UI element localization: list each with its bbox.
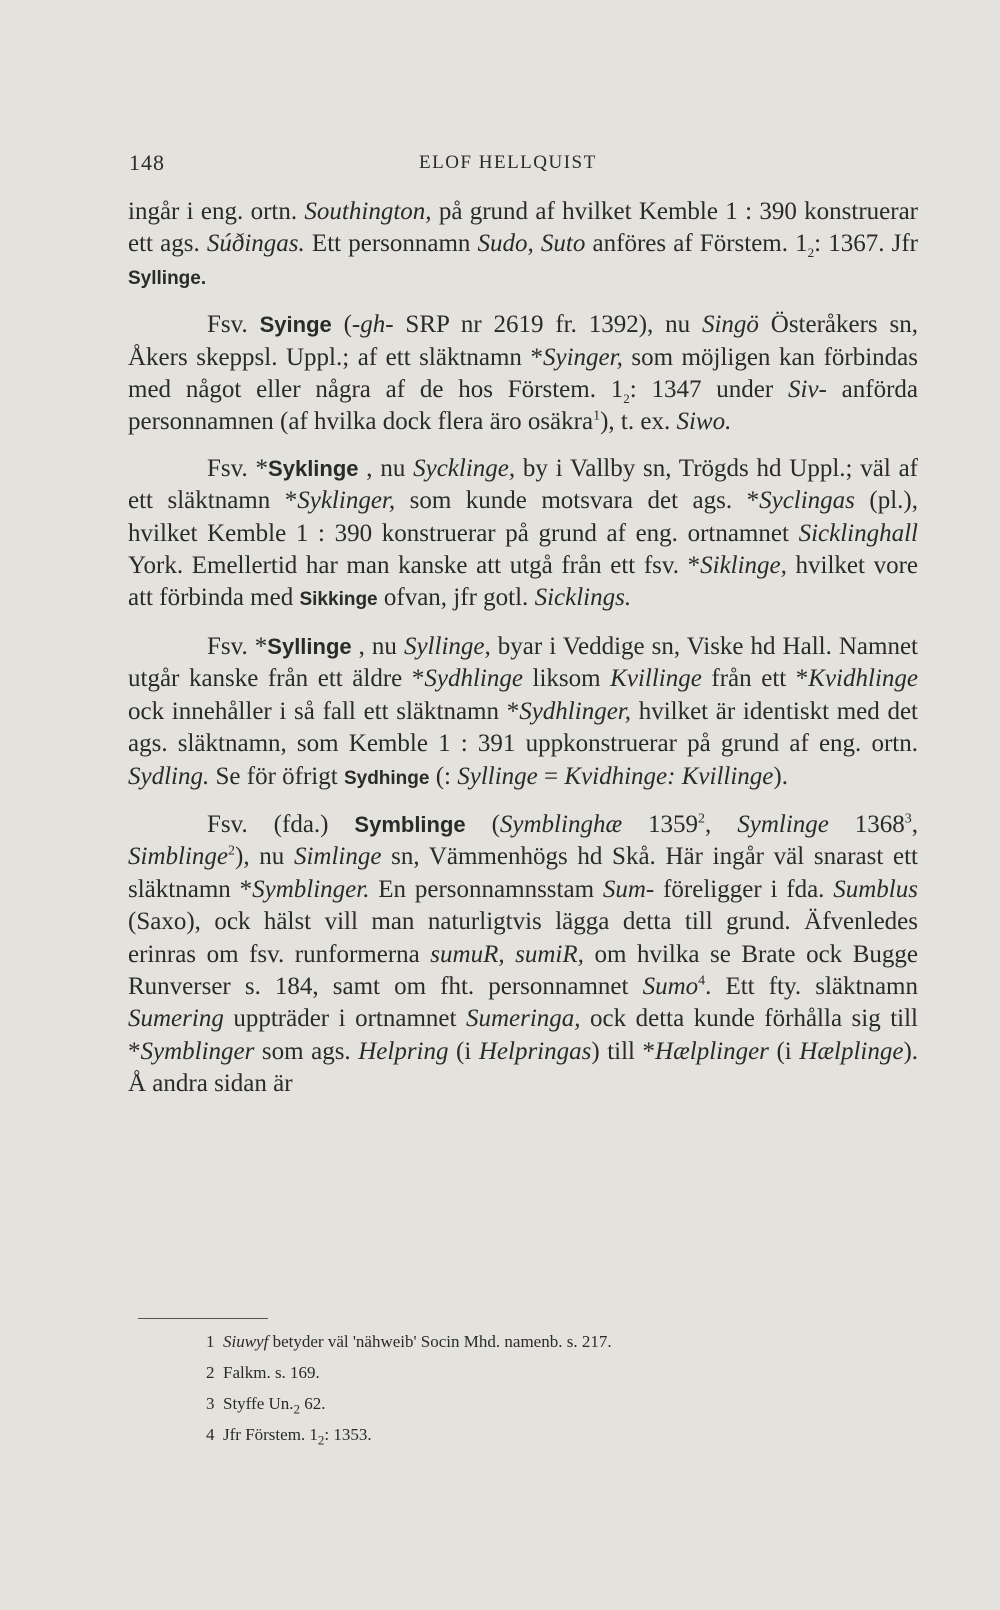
text-run: , nu (358, 454, 414, 482)
italic-term: Siuwyf (223, 1332, 269, 1351)
text-run: byar i Veddige sn, Viske hd Hall. Namnet utgår kanske från ett äldre * (128, 632, 918, 693)
italic-term: Siklinge, (700, 552, 787, 580)
footnote (206, 1388, 906, 1419)
footnote (206, 1326, 906, 1357)
italic-term: Symblinger. (252, 875, 370, 903)
text-run: Ett personnamn (304, 230, 478, 258)
text-run: Fsv. (207, 311, 260, 339)
italic-term: Siv- (788, 376, 827, 404)
italic-term: Sicklings. (534, 584, 632, 612)
text-run: hvilket vore att förbinda med (128, 552, 918, 612)
text-run: ). (773, 762, 788, 790)
italic-term: Sicklinghall (798, 519, 918, 547)
text-run: (: (429, 762, 458, 790)
headword: Syinge (259, 312, 332, 338)
headword: Symblinge (354, 811, 466, 837)
text-run: (i (768, 1037, 800, 1065)
italic-term: Sydhlinger, (519, 697, 631, 725)
text-run: ). Å andra sidan är (128, 1037, 919, 1098)
text-run: på grund af hvilket Kemble 1 : 390 konstruerar ett ags. (128, 198, 918, 258)
italic-term: Sumeringa, (465, 1005, 581, 1033)
text-run: Österåkers sn, Åkers skeppsl. Uppl.; af ett släktnamn * (128, 311, 918, 371)
italic-term: Kvidhinge: (564, 762, 676, 790)
text-run: ) till * (591, 1037, 656, 1065)
italic-term: Symlinge (737, 810, 829, 838)
italic-term: Hælplinger (655, 1037, 769, 1065)
headword: Syklinge (268, 455, 359, 481)
italic-term: Sum- (602, 875, 655, 903)
italic-term: Sumo (642, 972, 699, 1000)
text-run: föreligger i fda. (654, 875, 834, 903)
text-run: Falkm. s. 169. (223, 1363, 320, 1382)
italic-term: Sumblus (833, 875, 918, 903)
italic-term: Symblinger (140, 1037, 255, 1065)
footnote-number: 4 (206, 1425, 215, 1444)
text-run: som ags. (254, 1037, 359, 1065)
text-run: från ett * (701, 665, 809, 693)
subscript: 2 (293, 1401, 301, 1417)
paragraph (128, 809, 918, 1101)
text-run: uppträder i ortnamnet (223, 1005, 466, 1033)
text-run: : 1347 under (629, 376, 788, 404)
italic-term: Helpring (358, 1037, 449, 1065)
text-run: . Ett fty. släktnamn (705, 972, 918, 1000)
text-run: som möjligen kan förbindas med något eller några af de hos Förstem. 1 (128, 343, 918, 404)
cross-reference: Sikkinge (299, 589, 378, 611)
italic-term: Sycklinge, (413, 454, 516, 482)
text-run: = (537, 762, 565, 790)
italic-term: Sumering (128, 1005, 224, 1033)
text-run: ock detta kunde förhålla sig till * (128, 1005, 919, 1065)
italic-term: gh- (360, 311, 394, 339)
body-text (128, 196, 918, 1101)
text-run: liksom (522, 665, 611, 693)
text-run: 1368 (828, 810, 905, 838)
italic-term: Singö (701, 311, 759, 339)
text-run: Fsv. * (207, 632, 268, 660)
superscript: 4 (698, 973, 706, 989)
text-run: , nu (351, 632, 404, 660)
page-number: 148 (129, 150, 165, 175)
text-run: anföres af Förstem. 1 (585, 230, 808, 258)
text-run: om hvilka se Brate ock Bugge Runverser s. 184, samt om fht. personnamnet (128, 940, 918, 1000)
italic-term: Kvillinge (610, 665, 702, 693)
text-run: : 1353. (324, 1425, 372, 1444)
text-run: betyder väl 'nähweib' Socin Mhd. namenb. s. 217. (268, 1332, 612, 1351)
text-run: (i (448, 1037, 479, 1065)
footnote (206, 1419, 906, 1450)
text-run: by i Vallby sn, Trögds hd Uppl.; väl af ett släktnamn * (128, 454, 919, 515)
cross-reference: Syllinge. (128, 267, 207, 289)
footnote-number: 2 (206, 1363, 215, 1382)
paragraph (128, 631, 918, 795)
italic-term: Sydhlinge (424, 665, 523, 693)
superscript: 2 (698, 811, 706, 827)
italic-term: Helpringas (478, 1037, 592, 1065)
text-run: ), nu (235, 843, 294, 871)
text-run: York. Emellertid har man kanske att utgå från ett fsv. * (128, 552, 701, 580)
italic-term: Syinger, (542, 343, 623, 371)
italic-term: Syklinger, (297, 487, 396, 515)
italic-term: Sydling. (128, 762, 210, 790)
cross-reference: Sydhinge (343, 767, 430, 789)
italic-term: Kvidhlinge (808, 665, 918, 693)
italic-term: Sudo, Suto (477, 230, 586, 258)
subscript: 2 (807, 245, 815, 261)
footnote-number: 1 (206, 1332, 215, 1351)
text-run: 62. (300, 1394, 326, 1413)
italic-term: Súðingas. (206, 230, 305, 258)
italic-term: Hælplinge (799, 1037, 904, 1065)
superscript: 1 (593, 409, 601, 425)
footnote-rule (138, 1318, 268, 1319)
text-run: (- (331, 311, 361, 339)
text-run: hvilket är identiskt med det ags. släktnamn, som Kemble 1 : 391 uppkonstruerar på grund af eng. ortn. (128, 697, 918, 758)
text-run: Styffe Un. (223, 1394, 294, 1413)
subscript: 2 (623, 391, 630, 407)
italic-term: Syllinge, (403, 632, 491, 660)
text-run: ), t. ex. (600, 408, 677, 436)
subscript: 2 (317, 1432, 325, 1448)
footnote-number: 3 (206, 1394, 215, 1413)
text-run: , (911, 810, 919, 838)
text-run: sn, Vämmenhögs hd Skå. Här ingår väl snarast ett släktnamn * (128, 843, 918, 903)
italic-term: Simblinge (128, 843, 228, 871)
page-header (129, 150, 929, 180)
footnotes (206, 1326, 906, 1450)
superscript: 3 (904, 811, 912, 827)
text-run: ock innehåller i så fall ett släktnamn * (128, 697, 520, 725)
text-run: , (705, 810, 738, 838)
text-run: ofvan, jfr gotl. (377, 584, 535, 612)
footnote (206, 1357, 906, 1388)
text-run: ingår i eng. ortn. (128, 198, 305, 225)
superscript: 2 (228, 843, 235, 859)
headword: Syllinge (267, 633, 352, 659)
text-run: Se för öfrigt (209, 762, 344, 790)
italic-term: Symblinghæ (499, 810, 623, 838)
text-run: En personnamnsstam (369, 875, 603, 903)
running-head: ELOF HELLQUIST (419, 152, 597, 173)
text-run: ( (465, 810, 500, 838)
italic-term: Kvillinge (681, 762, 774, 790)
italic-term: Syclingas (759, 487, 855, 515)
italic-term: Siwo. (676, 408, 732, 436)
text-run: Fsv. * (207, 454, 269, 482)
text-run: SRP nr 2619 fr. 1392), nu (393, 311, 702, 339)
text-run: 1359 (622, 810, 699, 838)
italic-term: Syllinge (457, 762, 538, 790)
paragraph (128, 196, 918, 295)
paragraph (128, 453, 918, 617)
text-run: Jfr Förstem. 1 (223, 1425, 318, 1444)
text-run: Fsv. (fda.) (207, 810, 355, 838)
text-run: som kunde motsvara det ags. * (395, 487, 760, 515)
italic-term: sumuR, sumiR, (430, 940, 584, 968)
italic-term: Southington, (304, 198, 432, 225)
text-run: (Saxo), ock hälst vill man naturligtvis lägga detta till grund. Äfvenledes erinras om fsv. runformerna (128, 908, 918, 968)
text-run: anförda personnamnen (af hvilka dock flera äro osäkra (128, 376, 919, 436)
text-run: (pl.), hvilket Kemble 1 : 390 konstruerar på grund af eng. ortnamnet (128, 487, 919, 547)
text-run: : 1367. Jfr (814, 230, 918, 258)
italic-term: Simlinge (293, 843, 382, 871)
paragraph (128, 309, 918, 439)
